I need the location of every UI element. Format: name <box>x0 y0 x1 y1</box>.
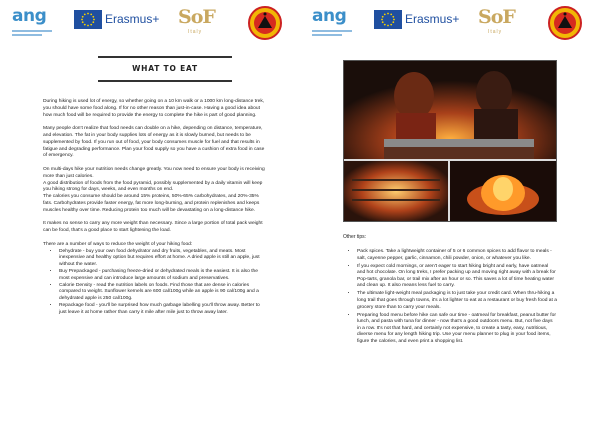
paragraph: On multi-days hike your nutrition needs change greatly. You now need to ensure your body is receiving more than just calories. A good distribution of foods from the food pyramid, possibly supplemented by a daily vitamin will keep you hiking strong for days, weeks, and even months on end. The calories you consume should be around 15% proteins, 50%-65% carbohydrates, and 20%-35% fats. Carbohydrates provide faster energy, fat more long-burning, and protein replenishes and keeps muscles healthy over time. Reducing protein too much will be devastating on a long-distance hike. <box>43 166 265 213</box>
paragraph: It makes no sense to carry any more weight than necessary. Since a large portion of total pack weight can be food, that's a good place to start lightening the load. <box>43 221 263 234</box>
list-item: • Preparing food menu before hike can safe our time - oatmeal for breakfast, peanut butter for lunch, and pasta with tuna for dinner - now that's a good outdoors menu. But, not five days in a row. It's not that hard, and certainly not expensive, to create a tasty, easy, nutritious, diverse menu for any length hiking trip. Use your menu planner to plug in your food items, figure the calories, and even print a shopping list. <box>357 313 557 346</box>
list-item: • Repackage food - you'll be surprised how much garbage labelling you'll throw away. Better to just leave it at home rather than carry it mile after mile just to throw away later. <box>59 303 265 317</box>
erasmus-logo-text: Erasmus+ <box>405 12 460 26</box>
ang-logo <box>310 6 360 40</box>
sof-logo-text: SoF <box>478 6 515 28</box>
page-title: WHAT TO EAT <box>132 64 198 73</box>
weight-tips-list <box>43 249 265 317</box>
title-rule-bottom <box>98 80 232 82</box>
logo-row <box>310 6 590 40</box>
list-item: • The ultimate light-weight meal packaging is to just take your credit card. When thru-hiking a long trail that goes through towns, it's a lot lighter to eat at a restaurant or buy fresh food at a grocery store than to carry your meals. <box>357 291 557 311</box>
erasmus-logo <box>374 9 458 37</box>
campfire-cooking-photo <box>343 60 557 222</box>
paragraph: During hiking is used lot of energy, so whether going on a 10 km walk or a 1000 km long-distance trek, you should have some food along. If for no other reason than just-in-case. Having a good idea about how much food will be required to provide the energy to complete the hike is part of good planning. <box>43 99 265 118</box>
body-text <box>43 99 265 317</box>
list-item: • Buy Prepackaged - purchasing freeze-dried or dehydrated meals is the easiest. It is also the most expensive and can introduce large amounts of sodium and preservatives. <box>59 269 265 283</box>
ang-logo <box>10 6 60 40</box>
hiking-badge-icon <box>248 6 282 40</box>
sof-logo-subtext: Italy <box>488 29 503 35</box>
paragraph: Many people don't realize that food needs can double on a hike, depending on distance, temperature, and elevation. The fat in your body supplies lots of energy as it is slowly burned, but needs to be supplemented by food. If you run out of food, your body consumes muscle for fuel and that results in fatigue and degrading performance. Plan your food supply so you have a cushion of extra food in case of emergency. <box>43 126 265 159</box>
other-tips-list <box>343 249 557 345</box>
sof-logo-subtext: Italy <box>188 29 203 35</box>
other-tips-list-wrapper <box>343 249 557 347</box>
ang-logo-text: ang <box>12 6 47 26</box>
list-item: • Pack spices. Take a lightweight container of 5 or 6 common spices to add flavor to meals - salt, cayenne pepper, garlic, cinnamon, chili powder, onion, or whatever you like. <box>357 249 557 262</box>
list-item: • Calorie Density - read the nutrition labels on foods. Find those that are dense in calories compared to weight. Sunflower kernels are 600 cal/100g while an apple is 90 cal/100g and a dehydrated apple is 250 cal/100g. <box>59 283 265 303</box>
list-item: • If you expect cold mornings, or aren't eager to start hiking bright and early, have oatmeal and hot chocolate. On long treks, I prefer packing up and moving right away with a break for Pop-tarts, granola bar, or trail mix after an hour or so. This saves a lot of time heating water and clean up. It also means less fuel to carry. <box>357 264 557 290</box>
paragraph: There are a number of ways to reduce the weight of your hiking food: <box>43 241 193 247</box>
eu-flag-icon <box>74 10 102 29</box>
sof-logo-text: SoF <box>178 6 215 28</box>
list-item: • Dehydrate - buy your own food dehydrator and dry fruits, vegetables, and meats. Most inexpensive and healthy option but requires effort at home. A dried apple is still an apple, just without the water. <box>59 249 265 269</box>
erasmus-logo-text: Erasmus+ <box>105 12 160 26</box>
sof-logo <box>178 6 220 38</box>
title-rule-top <box>98 56 232 58</box>
other-tips-label: Other tips: <box>343 234 367 240</box>
right-page <box>300 0 600 424</box>
eu-flag-icon <box>374 10 402 29</box>
ang-logo-text: ang <box>312 6 347 26</box>
sof-logo <box>478 6 520 38</box>
hiking-badge-icon <box>548 6 582 40</box>
logo-row <box>10 6 290 40</box>
erasmus-logo <box>74 9 158 37</box>
